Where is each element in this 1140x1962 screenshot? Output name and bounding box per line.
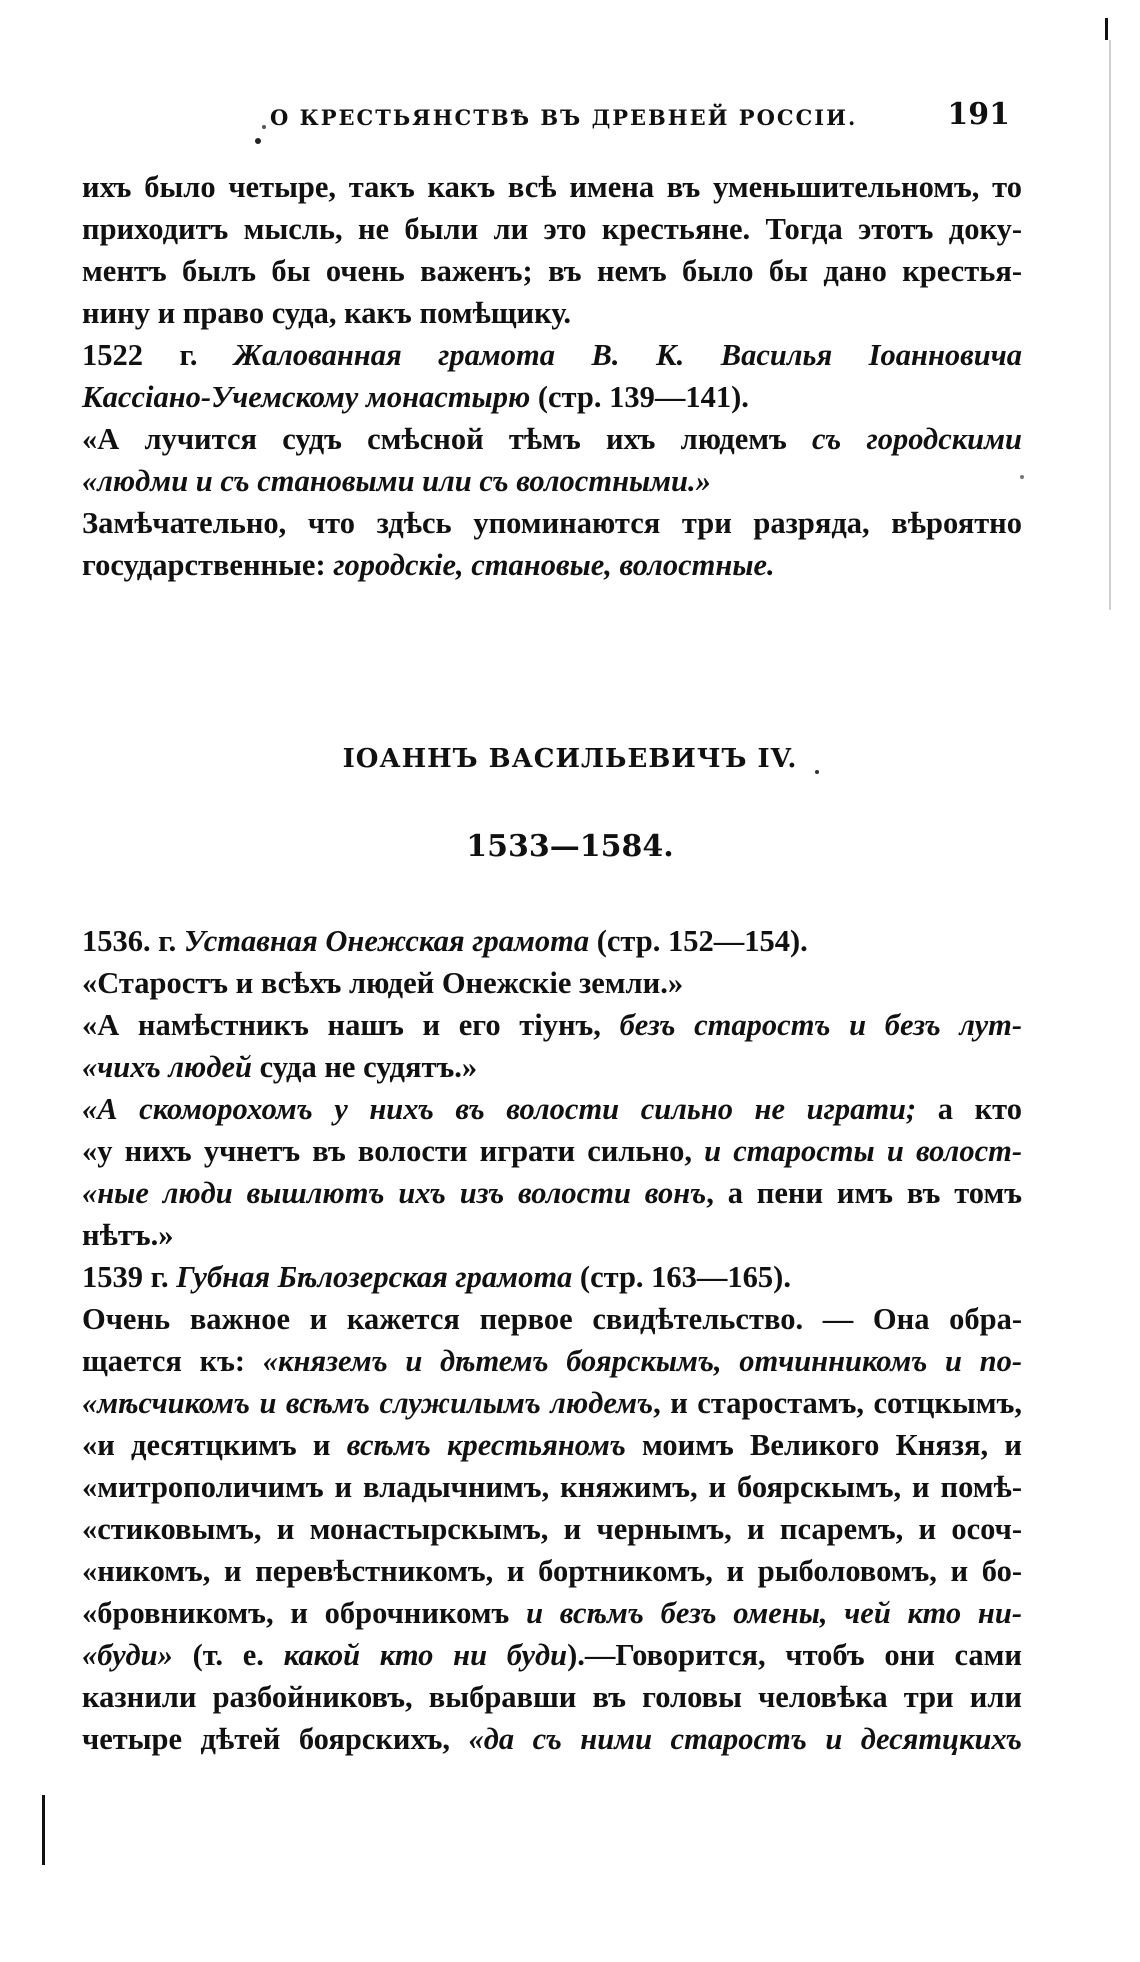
quote-emphasis: «да съ ними старостъ и десятцкихъ xyxy=(468,1722,1022,1756)
text-line xyxy=(82,460,1022,502)
text-line: «митрополичимъ и владычнимъ, княжимъ, и боярскымъ, и помѣ- xyxy=(82,1470,1022,1504)
entry-1522 xyxy=(82,334,1022,586)
page-number: 191 xyxy=(947,97,1010,132)
text-line xyxy=(82,1256,1022,1298)
page-reference: (стр. 163—165). xyxy=(572,1260,791,1294)
scan-edge-bottom-left xyxy=(42,1795,45,1865)
text-line xyxy=(82,1004,1022,1046)
quote-emphasis: съ городскими xyxy=(812,422,1023,456)
quote-text: «А лучится судъ смѣсной тѣмъ ихъ людемъ xyxy=(82,422,813,456)
quote-text: а кто xyxy=(916,1092,1023,1126)
section-years: 1533—1584. xyxy=(466,829,674,864)
quote-text: «А намѣстникъ нашъ и его тіунъ, xyxy=(82,1008,620,1042)
entry-year: 1539 г. xyxy=(82,1260,177,1294)
paragraph-continuation xyxy=(82,166,1022,334)
entry-year: 1522 г. xyxy=(82,338,235,372)
text-line xyxy=(82,1592,1022,1634)
page-reference: (стр. 139—141). xyxy=(530,380,749,414)
quote-text: «бровникомъ, и оброчникомъ xyxy=(82,1596,527,1630)
text-line xyxy=(82,376,1022,418)
speck xyxy=(262,125,266,129)
scan-edge-right xyxy=(1109,40,1111,610)
text-line: нину и право суда, какъ помѣщику. xyxy=(82,296,572,330)
speck xyxy=(255,138,261,144)
text-line xyxy=(82,1382,1022,1424)
quote-text: «и десятцкимъ и xyxy=(82,1428,347,1462)
text-line: нѣтъ.» xyxy=(82,1218,174,1252)
quote-emphasis: и старосты и волост- xyxy=(704,1134,1022,1168)
commentary: государственные: xyxy=(82,548,334,582)
quote-emphasis: «княземъ и дѣтемъ боярскымъ, отчинникомъ и по- xyxy=(262,1344,1022,1378)
text-line xyxy=(82,1046,1022,1088)
document-title: Жалованная грамота В. К. Василья Іоанновича xyxy=(234,338,1022,372)
text-line xyxy=(82,1130,1022,1172)
section-title: ІОАННЪ ВАСИЛЬЕВИЧЪ IV. xyxy=(342,744,798,774)
text-line xyxy=(82,1718,1022,1760)
entry-1536 xyxy=(82,920,1022,1256)
quote-emphasis: «чихъ людей xyxy=(82,1050,252,1084)
text-line xyxy=(82,334,1022,376)
text-line: Очень важное и кажется первое свидѣтельство. — Она обра- xyxy=(82,1302,1022,1336)
quote-text: , а пени имъ въ томъ xyxy=(706,1176,1023,1210)
running-head xyxy=(270,97,1030,143)
text-line: «Старостъ и всѣхъ людей Онежскіе земли.» xyxy=(82,966,684,1000)
quote-text: моимъ Великого Князя, и xyxy=(625,1428,1022,1462)
entry-1539 xyxy=(82,1256,1022,1760)
text-line xyxy=(82,544,1022,586)
text-line xyxy=(82,920,1022,962)
quote-emphasis: «буди» xyxy=(82,1638,173,1672)
document-title: Уставная Онежская грамота xyxy=(183,924,590,958)
text-line xyxy=(82,1340,1022,1382)
text-line: ихъ было четыре, такъ какъ всѣ имена въ уменьшительномъ, то xyxy=(82,170,1022,204)
quote-emphasis: «людми и съ становыми или съ волостными.» xyxy=(82,464,711,498)
quote-emphasis: всѣмъ крестьяномъ xyxy=(346,1428,626,1462)
scan-edge-top-right xyxy=(1105,18,1108,40)
commentary-emphasis: какой кто ни буди xyxy=(283,1638,568,1672)
quote-text: , и старостамъ, сотцкымъ, xyxy=(653,1386,1022,1420)
document-title: Кассіано-Учемскому монастырю xyxy=(82,380,531,414)
text-line: приходитъ мысль, не были ли это крестьяне. Тогда этотъ доку- xyxy=(82,212,1022,246)
quote-emphasis: «мѣсчикомъ и всѣмъ служилымъ людемъ xyxy=(82,1386,654,1420)
quote-emphasis: и всѣмъ безъ омены, чей кто ни- xyxy=(526,1596,1022,1630)
commentary-emphasis: городскіе, становые, волостные. xyxy=(333,548,775,582)
text-line: ментъ былъ бы очень важенъ; въ немъ было бы дано крестья- xyxy=(82,254,1022,288)
quote-emphasis: безъ старостъ и безъ лут- xyxy=(619,1008,1022,1042)
text-line xyxy=(82,1424,1022,1466)
document-title: Губная Бѣлозерская грамота xyxy=(176,1260,573,1294)
text-line xyxy=(82,1172,1022,1214)
text-line: Замѣчательно, что здѣсь упоминаются три разряда, вѣроятно xyxy=(82,506,1022,540)
commentary: четыре дѣтей боярскихъ, xyxy=(82,1722,469,1756)
quote-text: «у нихъ учнетъ въ волости играти сильно, xyxy=(82,1134,705,1168)
quote-text: щается къ: xyxy=(82,1344,263,1378)
quote-emphasis: «ные люди вышлютъ ихъ изъ волости вонъ xyxy=(82,1176,707,1210)
quote-emphasis: «А скоморохомъ у нихъ въ волости сильно не играти; xyxy=(82,1092,917,1126)
text-line: «никомъ, и перевѣстникомъ, и бортникомъ, и рыболовомъ, и бо- xyxy=(82,1554,1022,1588)
text-line xyxy=(82,1088,1022,1130)
running-title: О КРЕСТЬЯНСТВѢ ВЪ ДРЕВНЕЙ РОССІИ. xyxy=(270,105,858,130)
commentary: ).—Говорится, чтобъ они сами xyxy=(567,1638,1022,1672)
entry-year: 1536. г. xyxy=(82,924,184,958)
commentary: (т. е. xyxy=(172,1638,284,1672)
page-reference: (стр. 152—154). xyxy=(589,924,808,958)
quote-text: суда не судятъ.» xyxy=(251,1050,478,1084)
text-line: «стиковымъ, и монастырскымъ, и чернымъ, и псаремъ, и осоч- xyxy=(82,1512,1022,1546)
text-line xyxy=(82,418,1022,460)
text-line: казнили разбойниковъ, выбравши въ головы человѣка три или xyxy=(82,1680,1022,1714)
text-line xyxy=(82,1634,1022,1676)
